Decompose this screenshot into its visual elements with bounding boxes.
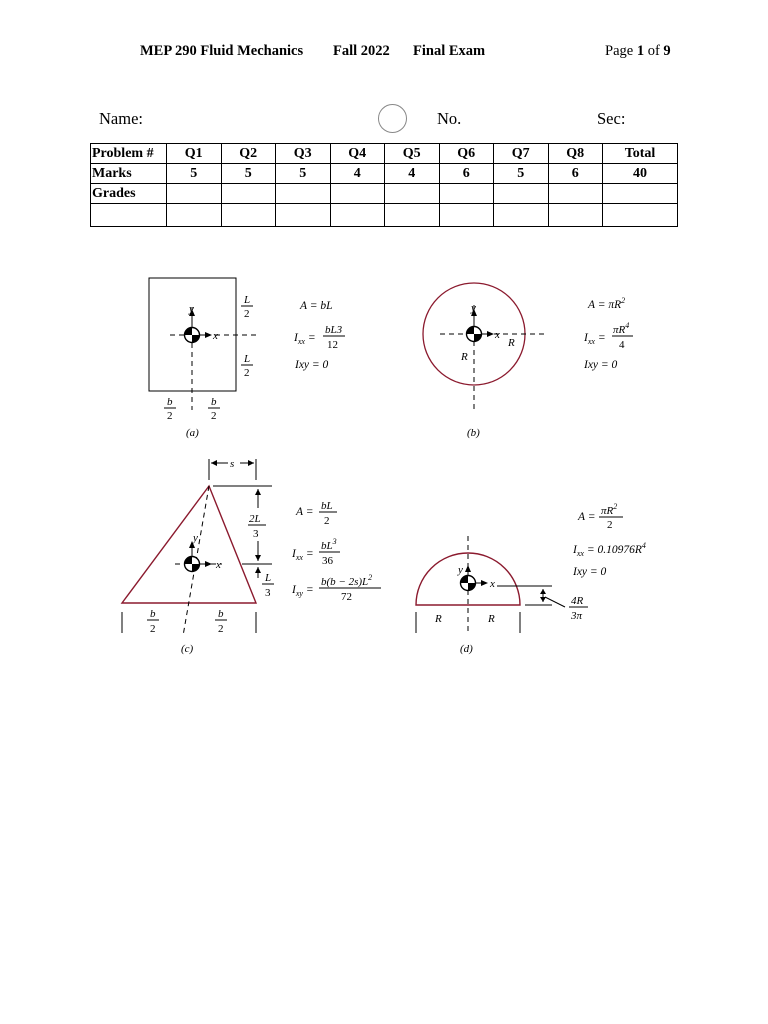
- radius-label-right: R: [488, 613, 495, 625]
- x-arrow-head: [205, 561, 212, 567]
- header-cell: Problem #: [91, 144, 167, 164]
- marks-cell: 5: [276, 164, 331, 184]
- marks-cell: 4: [385, 164, 440, 184]
- dim-2-left: 2: [167, 410, 173, 422]
- centroid-marker: [185, 328, 200, 343]
- y-arrow-head: [465, 565, 471, 572]
- header-cell: Q1: [167, 144, 222, 164]
- dim-2-right: 2: [218, 623, 224, 635]
- y-label: y: [458, 564, 463, 576]
- marks-cell: 4: [330, 164, 385, 184]
- exam-title: Final Exam: [413, 43, 486, 59]
- radius-label-left: R: [435, 613, 442, 625]
- caption-d: (d): [460, 643, 473, 655]
- ixy-formula: Ixy = 0: [295, 359, 329, 371]
- dim-2-top: 2: [244, 308, 250, 320]
- area-numerator: $\pi R^2$: [601, 502, 618, 517]
- figure-b: [423, 283, 633, 439]
- arrow-head: [248, 460, 254, 466]
- area-numerator: bL: [321, 500, 333, 512]
- triangle-shape: [122, 486, 256, 603]
- arrow-head: [540, 597, 546, 602]
- dim-3-small: 3: [265, 587, 271, 599]
- figure-d: [416, 502, 646, 655]
- marks-cell: 6: [439, 164, 494, 184]
- marks-cell: 5: [167, 164, 222, 184]
- dim-L: L: [265, 572, 272, 584]
- ixy-label: $I_{xy}$ =: [292, 584, 314, 598]
- header-cell: Q8: [548, 144, 603, 164]
- caption-a: (a): [186, 427, 199, 439]
- marks-cell: 5: [494, 164, 549, 184]
- centroid-marker: [461, 576, 476, 591]
- centroid-marker: [467, 327, 482, 342]
- ixx-numerator: $\pi R^4$: [613, 321, 630, 336]
- ixx-formula: $I_{xx} = 0.10976R^4$: [573, 541, 646, 558]
- marks-cell: 40: [603, 164, 678, 184]
- page-total: 9: [663, 43, 671, 59]
- y-label: y: [471, 302, 476, 314]
- figure-c: [122, 458, 381, 655]
- dim-3: 3: [253, 528, 259, 540]
- dim-b-right: b: [218, 608, 224, 620]
- header-cell: Q6: [439, 144, 494, 164]
- page-number: 1: [636, 43, 645, 59]
- dim-s: s: [230, 458, 235, 470]
- ixx-denominator: 4: [619, 339, 625, 351]
- dim-L-top: L: [244, 294, 251, 306]
- x-label: x: [490, 578, 495, 590]
- radius-label-right: R: [508, 337, 515, 349]
- ixy-formula: Ixy = 0: [584, 359, 618, 371]
- caption-c: (c): [181, 643, 194, 655]
- name-label: Name:: [99, 109, 143, 128]
- ixx-denominator: 12: [327, 339, 338, 351]
- page-of: of: [644, 43, 664, 59]
- ixx-numerator: $bL^3$: [321, 537, 337, 552]
- area-formula: A = bL: [300, 300, 333, 312]
- arrow-head: [255, 489, 261, 495]
- ixy-denominator: 72: [341, 591, 352, 603]
- dim-b-right: b: [211, 396, 217, 408]
- y-label: y: [189, 303, 194, 315]
- arrow-head: [255, 567, 261, 573]
- header-cell: Q7: [494, 144, 549, 164]
- section-label: Sec:: [597, 109, 626, 128]
- term: Fall 2022: [333, 43, 390, 59]
- page-prefix: Page: [605, 43, 637, 59]
- marks-cell: 6: [548, 164, 603, 184]
- area-label: A =: [296, 506, 314, 518]
- x-label: x: [495, 329, 500, 341]
- header-cell: Q5: [385, 144, 440, 164]
- row-label: Grades: [91, 184, 167, 204]
- arrow-head: [255, 555, 261, 561]
- x-arrow-head: [205, 332, 212, 338]
- course-title: MEP 290 Fluid Mechanics: [140, 43, 304, 59]
- figure-a: [149, 278, 345, 439]
- header-cell: Q3: [276, 144, 331, 164]
- area-denominator: 2: [324, 515, 330, 527]
- arrow-head: [211, 460, 217, 466]
- header-cell: Q4: [330, 144, 385, 164]
- number-label: No.: [437, 109, 462, 128]
- area-formula: $A = \pi R^2$: [588, 296, 626, 311]
- ixx-label: $I_{xx}$ =: [294, 332, 316, 346]
- x-label: x: [213, 330, 218, 342]
- offset-numerator: 4R: [571, 595, 584, 607]
- row-label: Marks: [91, 164, 167, 184]
- x-arrow-head: [487, 331, 494, 337]
- dim-2-bottom: 2: [244, 367, 250, 379]
- ixy-numerator: $b(b - 2s)L^2$: [321, 573, 373, 588]
- ixx-label: $I_{xx}$ =: [292, 548, 314, 562]
- ixx-numerator: bL3: [325, 324, 343, 336]
- x-arrow-head: [481, 580, 488, 586]
- x-label: x: [216, 559, 221, 571]
- marks-cell: 5: [221, 164, 276, 184]
- header-cell: Total: [603, 144, 678, 164]
- ixx-denominator: 36: [322, 555, 333, 567]
- header-cell: Q2: [221, 144, 276, 164]
- dim-b-left: b: [150, 608, 156, 620]
- offset-denominator: 3π: [571, 610, 583, 622]
- caption-b: (b): [467, 427, 480, 439]
- arrow-head: [540, 589, 546, 594]
- area-denominator: 2: [607, 519, 613, 531]
- y-label: y: [193, 532, 198, 544]
- centroid-marker: [185, 557, 200, 572]
- area-label: A =: [578, 511, 596, 523]
- radius-label-bottom: R: [461, 351, 468, 363]
- dim-b-left: b: [167, 396, 173, 408]
- dim-2L: 2L: [249, 513, 261, 525]
- dim-2-right: 2: [211, 410, 217, 422]
- ixy-formula: Ixy = 0: [573, 566, 607, 578]
- dim-L-bottom: L: [244, 353, 251, 365]
- ixx-label: $I_{xx}$ =: [584, 332, 606, 346]
- dim-2-left: 2: [150, 623, 156, 635]
